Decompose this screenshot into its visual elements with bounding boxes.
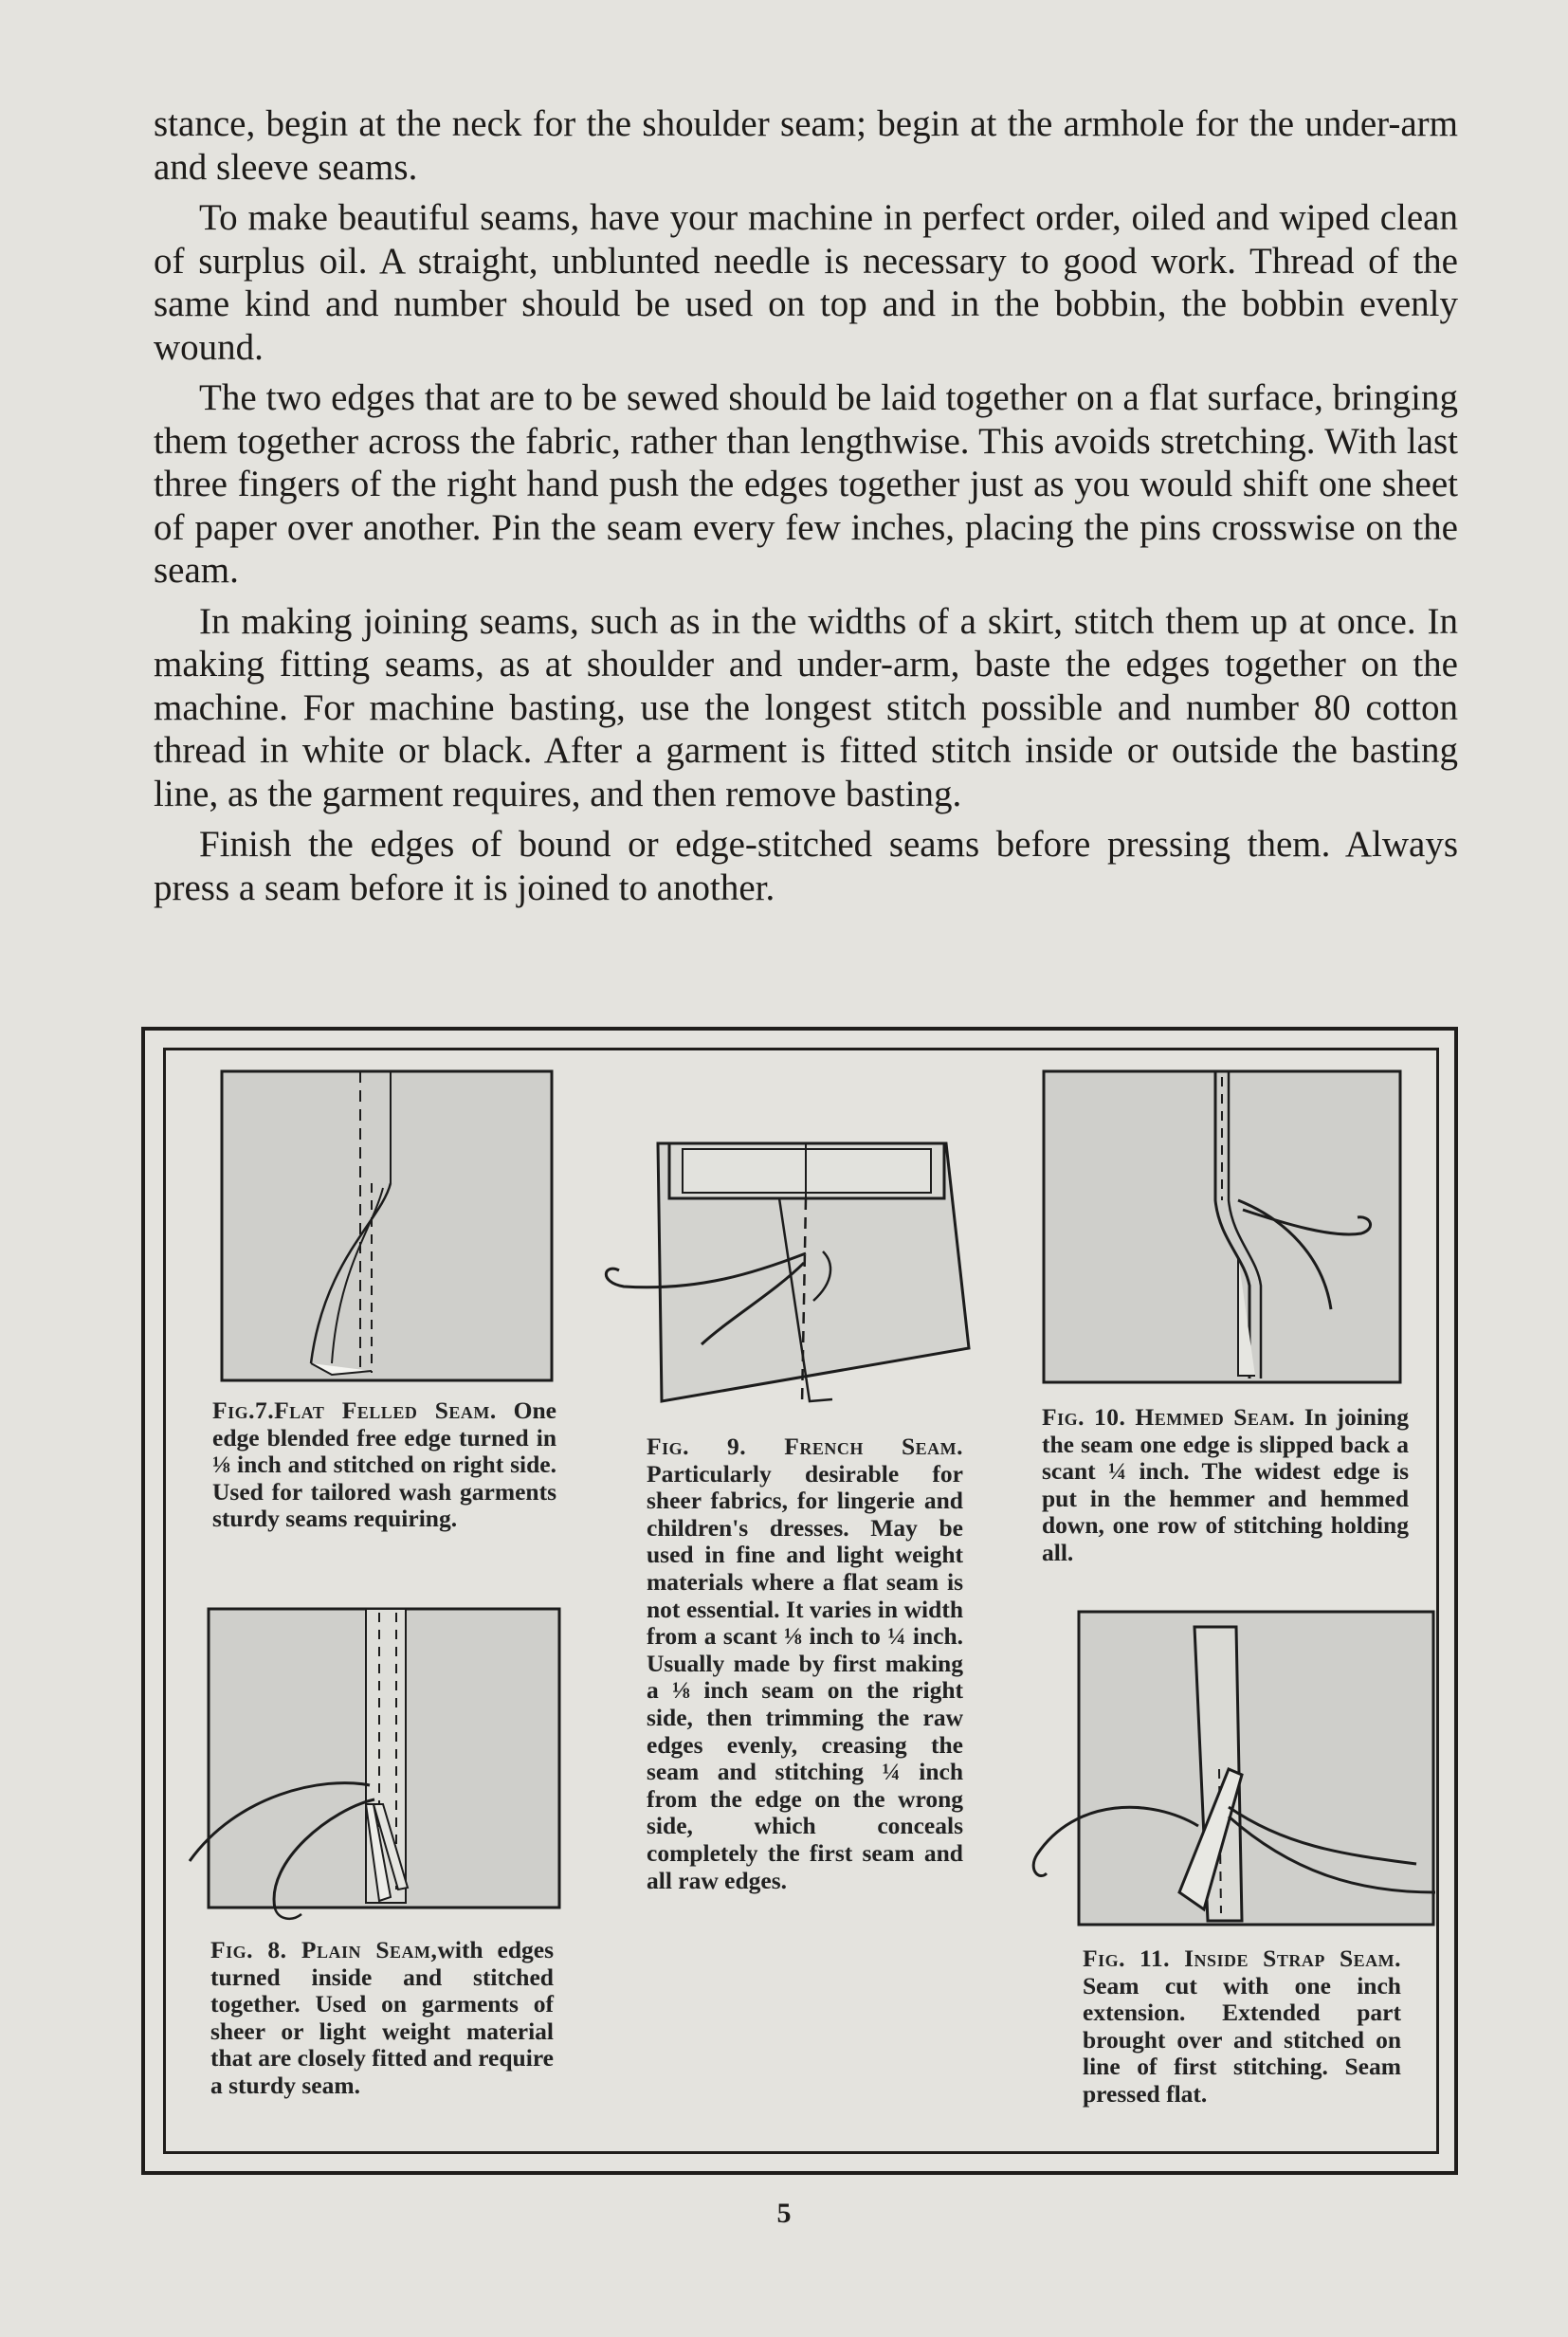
fig7-illustration (220, 1069, 554, 1382)
fig7-text: One edge blended free edge turned in ⅛ inch and stitched on right side. Used for tailored wash garments sturdy seams requiring. (212, 1397, 556, 1533)
paragraph: To make beautiful seams, have your machine in perfect order, oiled and wiped clean of surplus oil. A straight, unblunted needle is necessary to good work. Thread of the same kind and number should be used on top and in the bobbin, the bobbin evenly wound. (154, 197, 1458, 368)
fig11-illustration (1018, 1608, 1439, 1930)
fig10-caption (1042, 1404, 1409, 1567)
fig9-title: Fig. 9. French Seam. (647, 1433, 963, 1460)
fig8-text: with edges turned inside and stitched together. Used on garments of sheer or light weight material that are closely fitted and require a sturdy seam. (210, 1936, 555, 2099)
page-number: 5 (776, 2198, 792, 2229)
fig7-caption (212, 1397, 556, 1533)
fig8-illustration (180, 1605, 563, 1927)
body-text (154, 102, 1458, 917)
paragraph: stance, begin at the neck for the shoulder seam; begin at the armhole for the under-arm and sleeve seams. (154, 103, 1458, 188)
fig8-title: Fig. 8. Plain Seam, (210, 1936, 438, 1963)
paragraph: Finish the edges of bound or edge-stitched seams before pressing them. Always press a seam before it is joined to another. (154, 824, 1458, 908)
fig11-caption (1083, 1945, 1401, 2109)
fig10-illustration (1039, 1068, 1418, 1390)
fig11-title: Fig. 11. Inside Strap Seam. (1083, 1944, 1401, 1972)
paragraph: The two edges that are to be sewed should be laid together on a flat surface, bringing them together across the fabric, rather than lengthwise. This avoids stretching. With last three fingers of the right hand push the edges together just as you would shift one sheet of paper over another. Pin the seam every few inches, placing the pins crosswise on the seam. (154, 377, 1458, 591)
fig10-title: Fig. 10. Hemmed Seam. (1042, 1403, 1296, 1431)
fig8-caption (210, 1937, 554, 2100)
fig7-title: Fig.7.Flat Felled Seam. (212, 1397, 497, 1424)
paragraph: In making joining seams, such as in the widths of a skirt, stitch them up at once. In making fitting seams, as at shoulder and under-arm, baste the edges together on the machine. For machine basting, use the longest stitch possible and number 80 cotton thread in white or black. After a garment is fitted stitch inside or outside the basting line, as the garment requires, and then remove basting. (154, 600, 1458, 814)
fig9-illustration (586, 1130, 984, 1415)
fig9-text: Particularly desirable for sheer fabrics, for lingerie and children's dresses. May be used in fine and light weight materials where a flat seam is not essential. It varies in width from a scant ⅛ inch to ¼ inch. Usually made by first making a ⅛ inch seam on the right side, then trimming the raw edges evenly, creasing the seam and stitching ¼ inch from the edge on the wrong side, which conceals completely the first seam and all raw edges. (647, 1459, 963, 1894)
fig9-caption (647, 1433, 963, 1894)
fig10-text: In joining the seam one edge is slipped back a scant ¼ inch. The widest edge is put in the hemmer and hemmed down, one row of stitching holding all. (1042, 1403, 1409, 1566)
fig11-text: Seam cut with one inch extension. Extended part brought over and stitched on line of first stitching. Seam pressed flat. (1083, 1971, 1401, 2108)
